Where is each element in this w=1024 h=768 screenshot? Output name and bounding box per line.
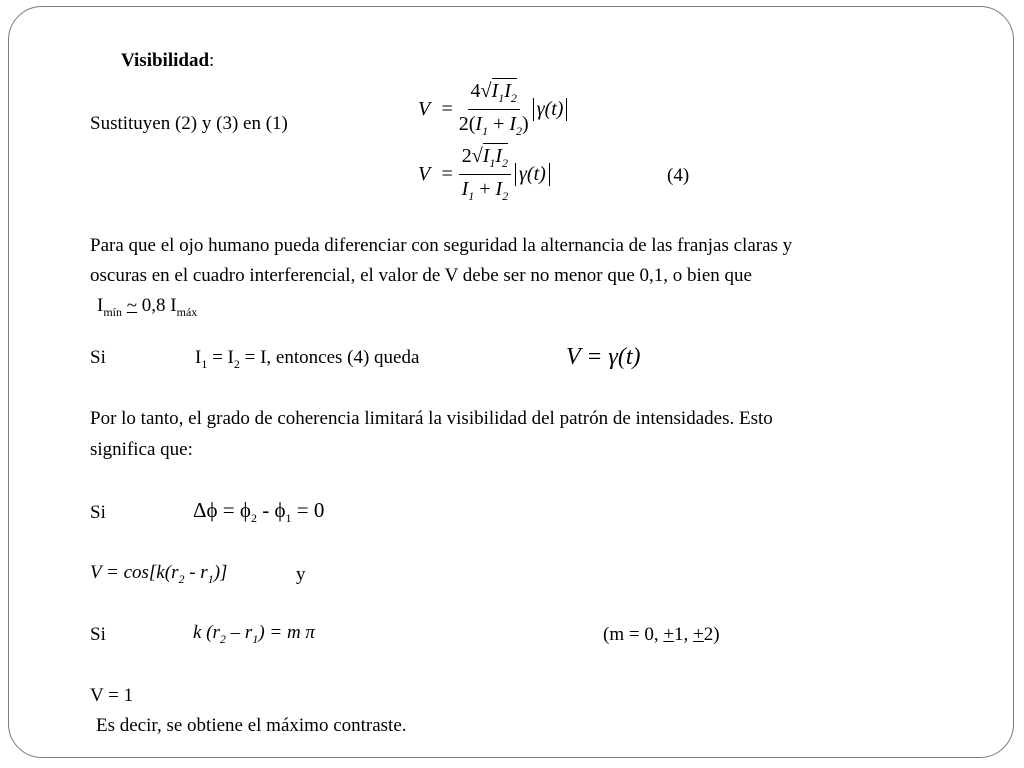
visibility-equals-one: V = 1 bbox=[90, 685, 134, 706]
equal-intensity-condition: $I_1 = I_2 = I$, entonces (4) queda bbox=[195, 347, 420, 371]
heading-visibilidad bbox=[121, 51, 214, 70]
heading-colon: : bbox=[209, 50, 215, 71]
si-label-3: Si bbox=[90, 624, 106, 645]
imin-condition: $I_{mín}$ ~ 0,8 $I_{máx}$ bbox=[97, 295, 198, 319]
substitute-text: Sustituyen (2) y (3) en (1) bbox=[90, 113, 288, 134]
result-equation: V = γ(t) bbox=[566, 344, 641, 370]
paragraph2-line2: significa que: bbox=[90, 439, 193, 460]
paragraph1-line2: oscuras en el cuadro interferencial, el valor de V debe ser no menor que 0,1, o bien que bbox=[90, 265, 752, 286]
equation-number-4: (4) bbox=[667, 165, 690, 186]
equation-visibility-1: V = $\frac{4√I_1I_2}{2(I_1 + I_2)}$ γ(t) bbox=[418, 80, 567, 139]
equation-visibility-2: V = $\frac{2√I_1I_2}{I_1 + I_2}$ γ(t) bbox=[418, 145, 550, 204]
paragraph2-line1: Por lo tanto, el grado de coherencia limitará la visibilidad del patrón de intensidades. Esto bbox=[90, 408, 773, 429]
conjunction-y: y bbox=[296, 564, 306, 585]
si-label-1: Si bbox=[90, 347, 106, 368]
visibility-cos-equation: $V = \cos[k(r_2 - r_1)]$ bbox=[90, 562, 228, 586]
m-values: (m = 0, +1, +2) bbox=[603, 624, 720, 645]
heading-text: Visibilidad bbox=[121, 50, 210, 71]
paragraph1-line1: Para que el ojo humano pueda diferenciar con seguridad la alternancia de las franjas claras y bbox=[90, 235, 793, 256]
si-label-2: Si bbox=[90, 502, 106, 523]
phase-difference-condition: $\Delta\phi = \phi_2 - \phi_1 = 0$ bbox=[193, 498, 325, 526]
path-difference-condition: k $(r_2 - r_1) = m$ π bbox=[193, 622, 315, 646]
conclusion-text: Es decir, se obtiene el máximo contraste. bbox=[96, 715, 407, 736]
